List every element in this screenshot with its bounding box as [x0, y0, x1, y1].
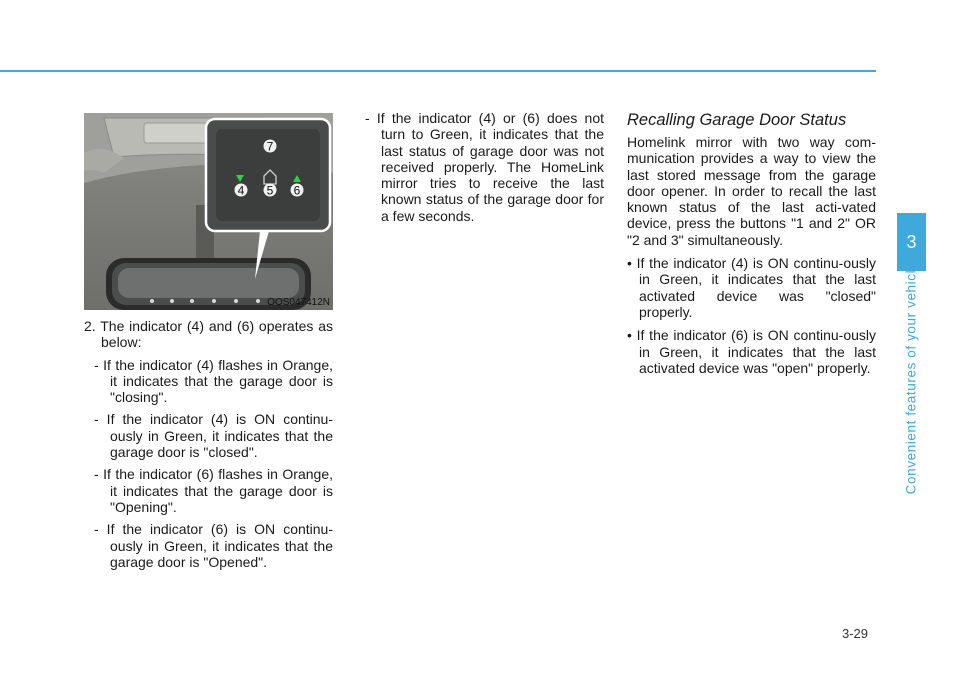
callout-5: 5 — [266, 183, 274, 198]
column-1 — [84, 318, 333, 576]
bullet-indicator4: • If the indicator (4) is ON continu-ously in Green, it indicates that the last activated device was "closed" properly. — [627, 255, 876, 320]
column-2 — [355, 110, 604, 230]
bullet-indicator6: • If the indicator (6) is ON continu-ously in Green, it indicates that the last activated device was "open" properly. — [627, 327, 876, 376]
dash-item-indicator4-orange: - If the indicator (4) flashes in Orange, it indicates that the garage door is "closing". — [94, 356, 333, 406]
figure-caption: OOS047412N — [267, 297, 330, 308]
mirror-figure — [84, 113, 333, 310]
callout-4: 4 — [237, 183, 245, 198]
section-heading: Recalling Garage Door Status — [627, 111, 847, 129]
dash-item-indicator6-green: - If the indicator (6) is ON continu-ously in Green, it indicates that the garage door is "Opened". — [94, 521, 333, 570]
chapter-title: Convenient features of your vehicle — [903, 261, 919, 495]
chapter-tab: 3 — [897, 213, 926, 271]
mirror-illustration — [84, 113, 333, 310]
intro-paragraph: Homelink mirror with two way com-munication provides a way to view the last stored message from the garage door opener. In order to recall the last known status of the last acti-vated device, press the buttons "1 and 2" OR "2 and 3" simultaneously. — [627, 134, 876, 248]
callout-7: 7 — [266, 139, 274, 154]
numbered-item-2: 2. The indicator (4) and (6) operates as below: — [84, 318, 333, 351]
column-3 — [627, 110, 876, 383]
page-number: 3-29 — [842, 626, 869, 641]
header-rule — [0, 70, 876, 72]
dash-item-indicator6-orange: - If the indicator (6) flashes in Orange, it indicates that the garage door is "Opening". — [94, 466, 333, 515]
callout-6: 6 — [293, 183, 301, 198]
dash-item-indicator4-green: - If the indicator (4) is ON continu-ously in Green, it indicates that the garage door is "closed". — [94, 411, 333, 461]
dash-item-no-green: - If the indicator (4) or (6) does not turn to Green, it indicates that the last status of garage door was not received properly. The HomeLink mirror tries to receive the last known status of the garage door for a few seconds. — [365, 110, 604, 224]
